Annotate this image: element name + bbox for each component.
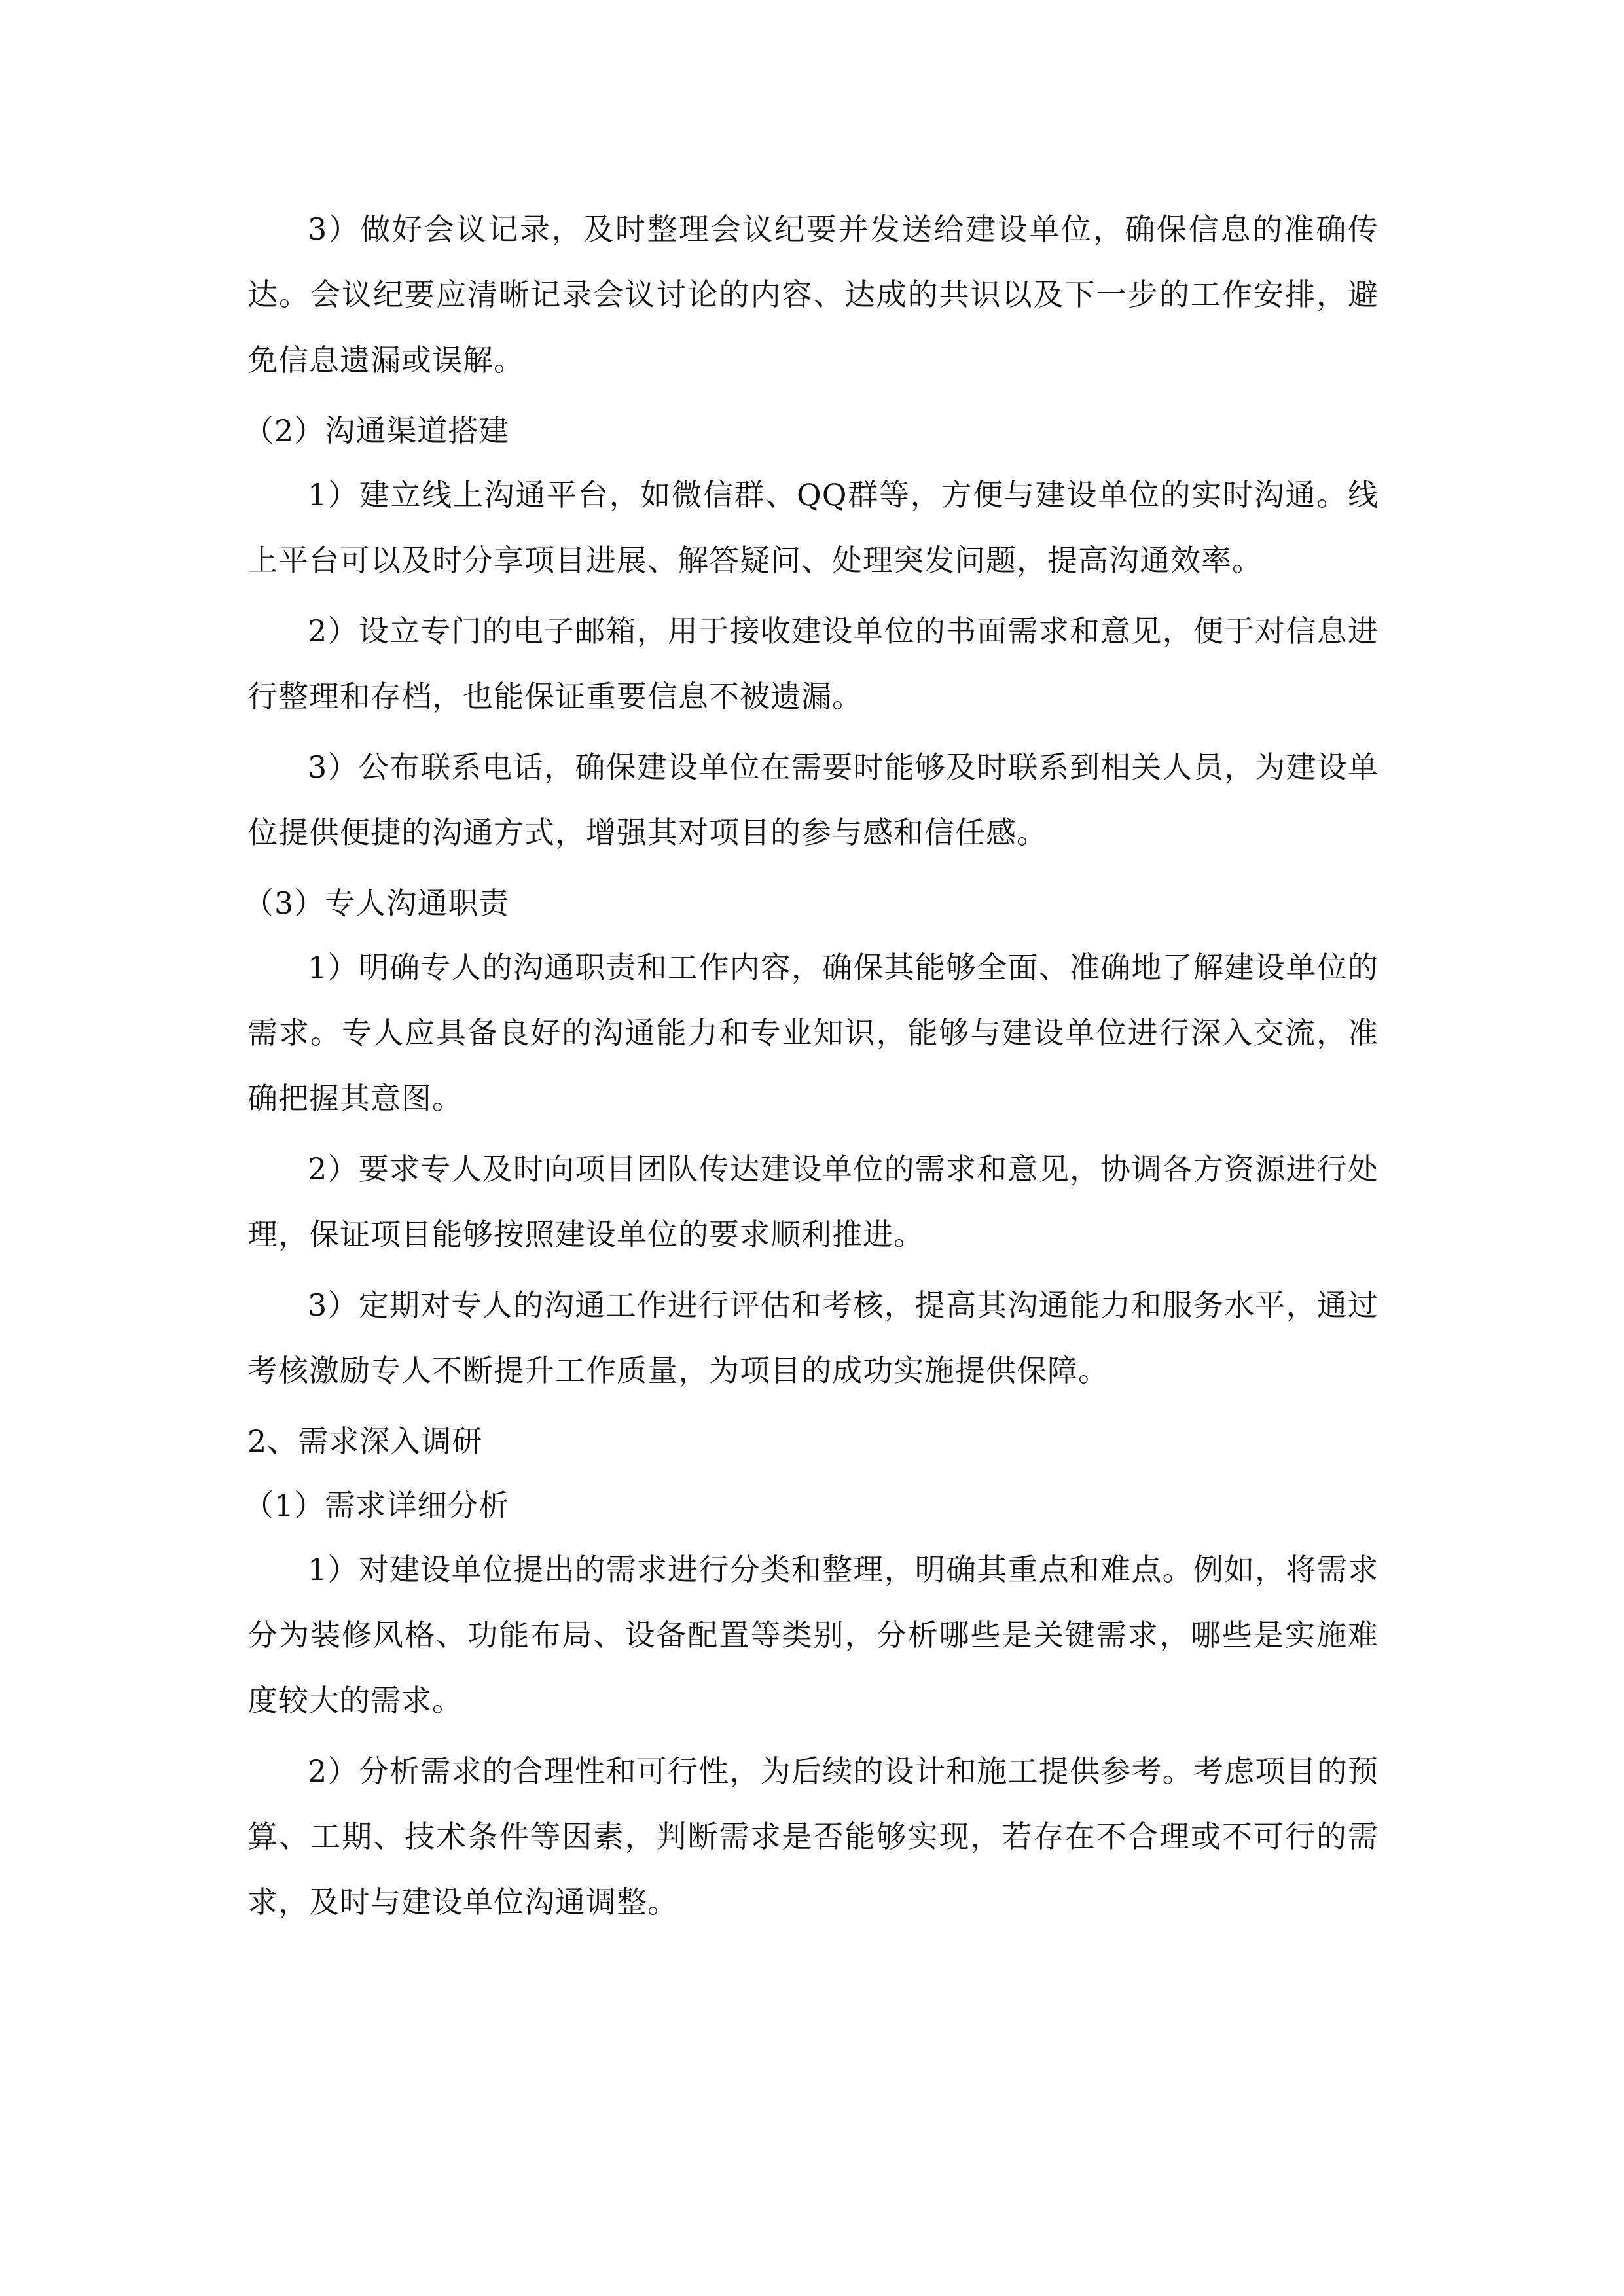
paragraph-contact-relay: 2）要求专人及时向项目团队传达建设单位的需求和意见，协调各方资源进行处理，保证项目能够按照建设单位的要求顺利推进。 xyxy=(247,1151,1379,1252)
document-body xyxy=(244,196,1379,1940)
paragraph-requirements-classification: 1）对建设单位提出的需求进行分类和整理，明确其重点和难点。例如，将需求分为装修风格、功能布局、设备配置等类别，分析哪些是关键需求，哪些是实施难度较大的需求。 xyxy=(247,1552,1379,1718)
subheading-channel-setup: （2）沟通渠道搭建 xyxy=(244,413,510,448)
paragraph-contact-duties: 1）明确专人的沟通职责和工作内容，确保其能够全面、准确地了解建设单位的需求。专人应具备良好的沟通能力和专业知识，能够与建设单位进行深入交流，准确把握其意图。 xyxy=(247,950,1379,1116)
paragraph-phone: 3）公布联系电话，确保建设单位在需要时能够及时联系到相关人员，为建设单位提供便捷的沟通方式，增强其对项目的参与感和信任感。 xyxy=(247,749,1379,850)
subheading-requirements-analysis: （1）需求详细分析 xyxy=(244,1488,510,1523)
paragraph-requirements-feasibility: 2）分析需求的合理性和可行性，为后续的设计和施工提供参考。考虑项目的预算、工期、技术条件等因素，判断需求是否能够实现，若存在不合理或不可行的需求，及时与建设单位沟通调整。 xyxy=(247,1753,1379,1920)
subheading-dedicated-contact: （3）专人沟通职责 xyxy=(244,886,510,921)
paragraph-meeting-minutes: 3）做好会议记录，及时整理会议纪要并发送给建设单位，确保信息的准确传达。会议纪要应清晰记录会议讨论的内容、达成的共识以及下一步的工作安排，避免信息遗漏或误解。 xyxy=(247,211,1379,378)
paragraph-email: 2）设立专门的电子邮箱，用于接收建设单位的书面需求和意见，便于对信息进行整理和存档，也能保证重要信息不被遗漏。 xyxy=(247,613,1379,714)
heading-requirements-research: 2、需求深入调研 xyxy=(247,1424,483,1459)
paragraph-contact-evaluation: 3）定期对专人的沟通工作进行评估和考核，提高其沟通能力和服务水平，通过考核激励专人不断提升工作质量，为项目的成功实施提供保障。 xyxy=(247,1287,1379,1388)
paragraph-online-platform: 1）建立线上沟通平台，如微信群、QQ群等，方便与建设单位的实时沟通。线上平台可以及时分享项目进展、解答疑问、处理突发问题，提高沟通效率。 xyxy=(247,477,1379,578)
